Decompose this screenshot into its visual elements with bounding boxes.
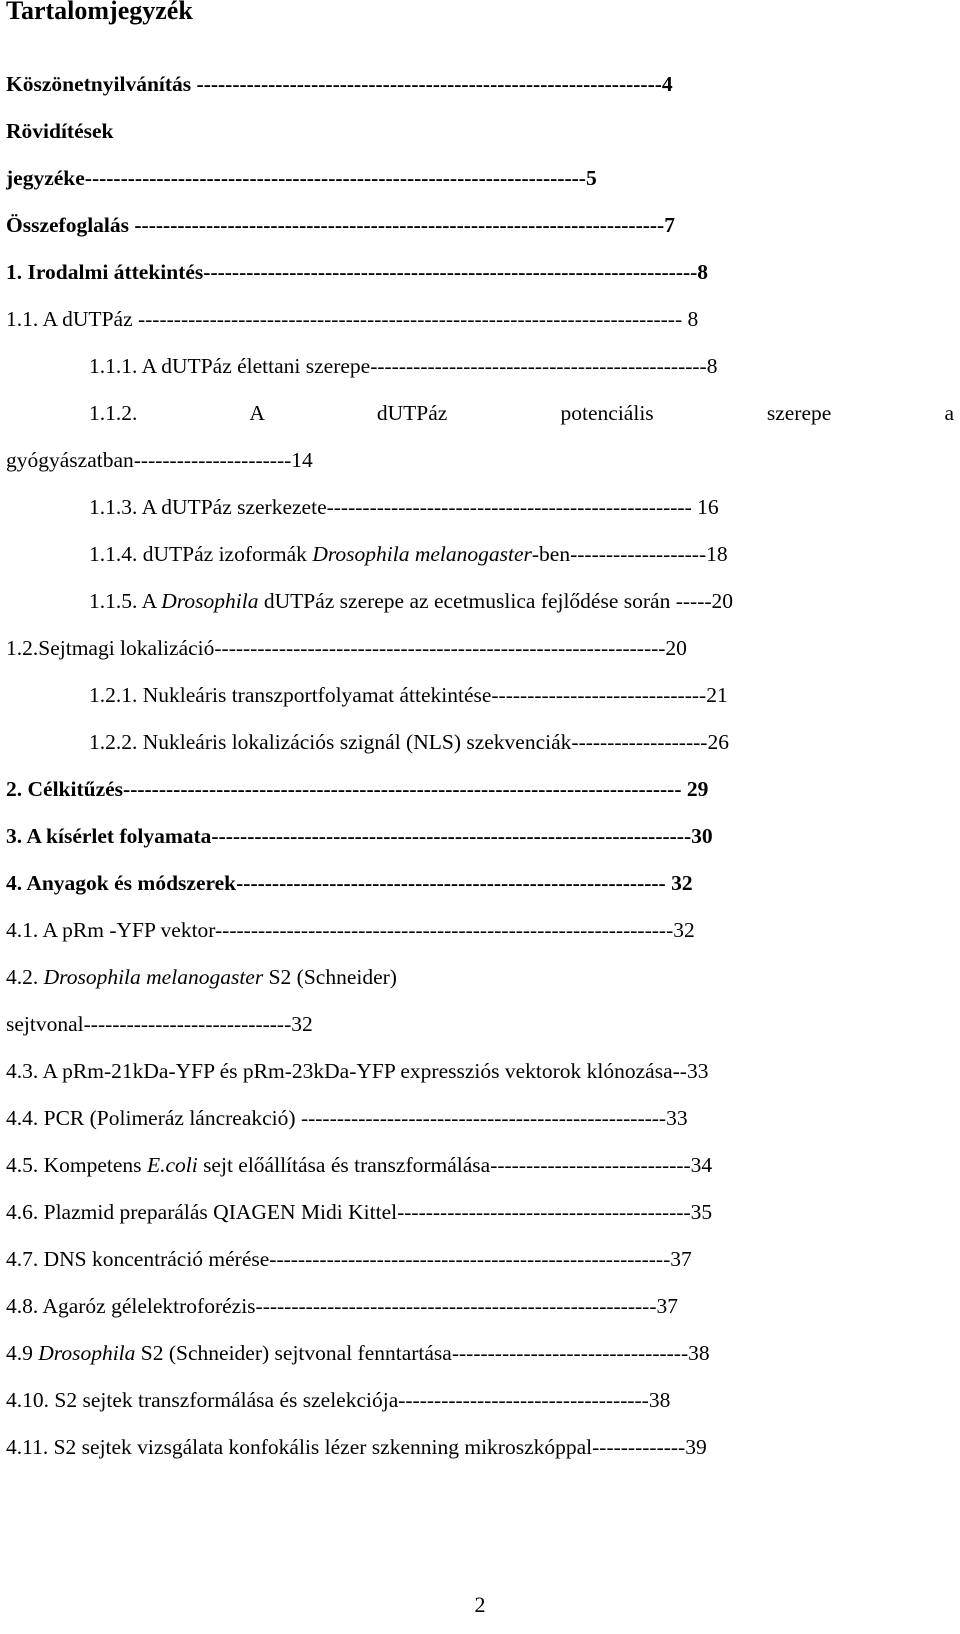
toc-entry[interactable]: 4. Anyagok és módszerek------------------------------------------------------------ 32 (6, 871, 693, 895)
toc-entry[interactable]: Rövidítések (6, 119, 114, 143)
toc-entry[interactable]: Összefoglalás --------------------------------------------------------------------------7 (6, 213, 675, 237)
toc-entry[interactable]: jegyzéke----------------------------------------------------------------------5 (6, 166, 597, 190)
toc-entry[interactable]: sejtvonal-----------------------------32 (6, 1012, 313, 1036)
toc-entry[interactable]: 4.5. Kompetens E.coli sejt előállítása és transzformálása----------------------------34 (6, 1153, 713, 1177)
toc-entry[interactable]: 1.1.3. A dUTPáz szerkezete--------------------------------------------------- 16 (89, 495, 719, 519)
toc-entry[interactable]: 1.2.2. Nukleáris lokalizációs szignál (NLS) szekvenciák-------------------26 (89, 730, 729, 754)
toc-entry[interactable]: 1.1.5. A Drosophila dUTPáz szerepe az ecetmuslica fejlődése során -----20 (89, 589, 734, 613)
toc-entry[interactable]: 1.2.1. Nukleáris transzportfolyamat áttekintése------------------------------21 (89, 683, 728, 707)
toc-entry[interactable]: 1.1.4. dUTPáz izoformák Drosophila melanogaster-ben-------------------18 (89, 542, 728, 566)
toc-entry[interactable]: 1.1.2. A dUTPáz potenciális szerepe a (89, 401, 954, 425)
toc-entry[interactable]: 4.9 Drosophila S2 (Schneider) sejtvonal fenntartása---------------------------------38 (6, 1341, 710, 1365)
toc-entry[interactable]: 1. Irodalmi áttekintés---------------------------------------------------------------------8 (6, 260, 709, 284)
toc-entry[interactable]: 1.1.1. A dUTPáz élettani szerepe-----------------------------------------------8 (89, 354, 718, 378)
toc-entry[interactable]: 4.3. A pRm-21kDa-YFP és pRm-23kDa-YFP expressziós vektorok klónozása--33 (6, 1059, 709, 1083)
toc-entry[interactable]: 2. Célkitűzés------------------------------------------------------------------------------ 29 (6, 777, 709, 801)
toc-entry[interactable]: 3. A kísérlet folyamata-------------------------------------------------------------------30 (6, 824, 713, 848)
toc-entry[interactable]: 1.1. A dUTPáz ---------------------------------------------------------------------------- 8 (6, 307, 699, 331)
toc-entry[interactable]: 4.10. S2 sejtek transzformálása és szelekciója-----------------------------------38 (6, 1388, 671, 1412)
toc-entry[interactable]: 4.7. DNS koncentráció mérése--------------------------------------------------------37 (6, 1247, 692, 1271)
toc-entry[interactable]: gyógyászatban----------------------14 (6, 448, 313, 472)
toc-entry[interactable]: 4.2. Drosophila melanogaster S2 (Schneider) (6, 965, 397, 989)
toc-entry[interactable]: Köszönetnyilvánítás -----------------------------------------------------------------4 (6, 72, 673, 96)
toc-entry[interactable]: 4.11. S2 sejtek vizsgálata konfokális lézer szkenning mikroszkóppal-------------39 (6, 1435, 707, 1459)
page-number: 2 (474, 1592, 486, 1617)
toc-entry[interactable]: 4.1. A pRm -YFP vektor----------------------------------------------------------------32 (6, 918, 695, 942)
toc-entry[interactable]: 4.8. Agaróz gélelektroforézis--------------------------------------------------------37 (6, 1294, 678, 1318)
toc-entry[interactable]: 4.6. Plazmid preparálás QIAGEN Midi Kittel-----------------------------------------35 (6, 1200, 713, 1224)
page-title: Tartalomjegyzék (6, 0, 193, 25)
toc-entry[interactable]: 1.2.Sejtmagi lokalizáció---------------------------------------------------------------20 (6, 636, 687, 660)
toc-entry[interactable]: 4.4. PCR (Polimeráz láncreakció) ---------------------------------------------------33 (6, 1106, 688, 1130)
